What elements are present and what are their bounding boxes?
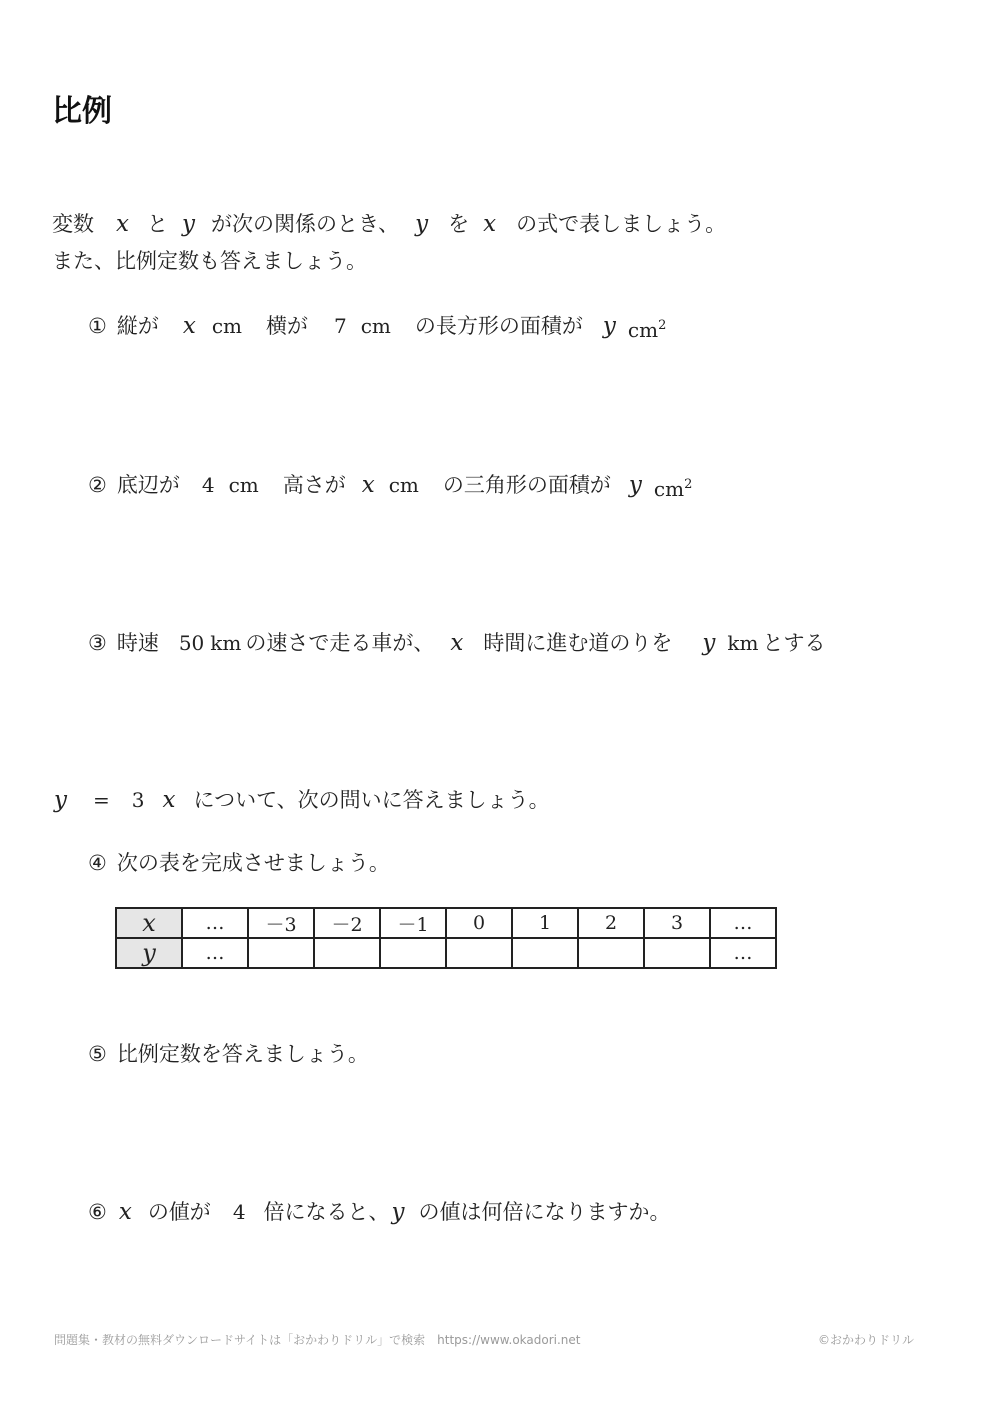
question-text: の三角形の面積が xyxy=(442,473,611,497)
var-y: y xyxy=(181,211,195,237)
var-y: y xyxy=(628,472,642,498)
question-text: 底辺が xyxy=(116,473,180,497)
table-cell-blank[interactable] xyxy=(314,938,380,968)
question-number: ③ xyxy=(88,631,107,655)
table-cell-blank[interactable] xyxy=(380,938,446,968)
equation-text: について、次の問いに答えましょう。 xyxy=(193,788,550,812)
table-cell: －2 xyxy=(314,908,380,938)
table-cell: … xyxy=(182,938,248,968)
question-5 xyxy=(88,1038,369,1068)
equals-sign: = xyxy=(93,788,110,812)
question-text: 次の表を完成させましょう。 xyxy=(116,851,390,875)
unit: cm xyxy=(388,473,419,497)
question-text: の値は何倍になりますか。 xyxy=(418,1200,671,1224)
question-text: 倍になると、 xyxy=(263,1200,390,1224)
table-cell-blank[interactable] xyxy=(512,938,578,968)
var-x: x xyxy=(162,787,176,813)
unit: cm xyxy=(360,314,391,338)
number: 7 xyxy=(333,314,347,338)
var-y: y xyxy=(415,211,429,237)
question-1 xyxy=(88,310,666,340)
question-text: 高さが xyxy=(282,473,346,497)
table-cell: … xyxy=(710,908,776,938)
question-text: とする xyxy=(762,631,826,655)
var-y: y xyxy=(54,787,67,813)
intro-text: と xyxy=(146,212,168,236)
var-x: x xyxy=(483,211,497,237)
number: 3 xyxy=(131,788,145,812)
question-number: ② xyxy=(88,473,107,497)
question-text: 横が xyxy=(265,314,308,338)
table-cell-blank[interactable] xyxy=(578,938,644,968)
table-cell-blank[interactable] xyxy=(644,938,710,968)
superscript: 2 xyxy=(684,477,693,492)
var-x: x xyxy=(450,630,464,656)
equation-line xyxy=(54,784,550,814)
question-text: 縦が xyxy=(116,314,159,338)
value-table xyxy=(115,907,777,969)
table-cell: … xyxy=(182,908,248,938)
intro-line-2: また、比例定数も答えましょう。 xyxy=(52,249,367,273)
question-text: の値が xyxy=(147,1200,211,1224)
question-3 xyxy=(88,627,825,657)
var-y: y xyxy=(391,1199,405,1225)
question-4 xyxy=(88,847,390,877)
intro-line-1 xyxy=(52,208,726,238)
question-text: の速さで走る車が、 xyxy=(245,631,435,655)
question-text: の長方形の面積が xyxy=(414,314,583,338)
number: 50 xyxy=(178,631,205,655)
table-header-y: y xyxy=(116,938,182,968)
table-row-x xyxy=(116,908,776,938)
intro-text: の式で表しましょう。 xyxy=(516,212,727,236)
var-y: y xyxy=(702,630,716,656)
page-title: 比例 xyxy=(52,94,112,129)
table-row-y xyxy=(116,938,776,968)
footer-site-note: 問題集・教材の無料ダウンロードサイトは「おかわりドリル」で検索 https://www.okadori.net xyxy=(54,1333,581,1347)
footer-copyright: ©おかわりドリル xyxy=(818,1333,915,1347)
intro-text: を xyxy=(448,212,470,236)
unit: cm xyxy=(653,477,685,501)
intro-text: 変数 xyxy=(52,212,94,236)
table-cell: 3 xyxy=(644,908,710,938)
question-text: 時速 xyxy=(116,631,159,655)
question-number: ① xyxy=(88,314,107,338)
question-6 xyxy=(88,1196,671,1226)
var-x: x xyxy=(182,313,196,339)
table-cell: 2 xyxy=(578,908,644,938)
table-header-x: x xyxy=(116,908,182,938)
unit: cm xyxy=(211,314,242,338)
table-cell-blank[interactable] xyxy=(248,938,314,968)
number: 4 xyxy=(201,473,215,497)
table-cell: 1 xyxy=(512,908,578,938)
intro-text: が次の関係のとき、 xyxy=(210,212,400,236)
var-x: x xyxy=(361,472,375,498)
table-cell: 0 xyxy=(446,908,512,938)
unit: cm xyxy=(228,473,259,497)
var-x: x xyxy=(116,211,129,237)
table-cell: －3 xyxy=(248,908,314,938)
unit: km xyxy=(210,631,242,655)
question-text: 時間に進む道のりを xyxy=(483,631,673,655)
unit: km xyxy=(727,631,759,655)
table-cell-blank[interactable] xyxy=(446,938,512,968)
number: 4 xyxy=(232,1200,246,1224)
table-cell: －1 xyxy=(380,908,446,938)
question-text: 比例定数を答えましょう。 xyxy=(116,1042,369,1066)
superscript: 2 xyxy=(658,318,667,333)
question-number: ④ xyxy=(88,851,107,875)
question-number: ⑥ xyxy=(88,1200,107,1224)
table-cell: … xyxy=(710,938,776,968)
question-number: ⑤ xyxy=(88,1042,107,1066)
var-y: y xyxy=(602,313,616,339)
question-2 xyxy=(88,469,692,499)
unit: cm xyxy=(627,318,659,342)
var-x: x xyxy=(118,1199,132,1225)
